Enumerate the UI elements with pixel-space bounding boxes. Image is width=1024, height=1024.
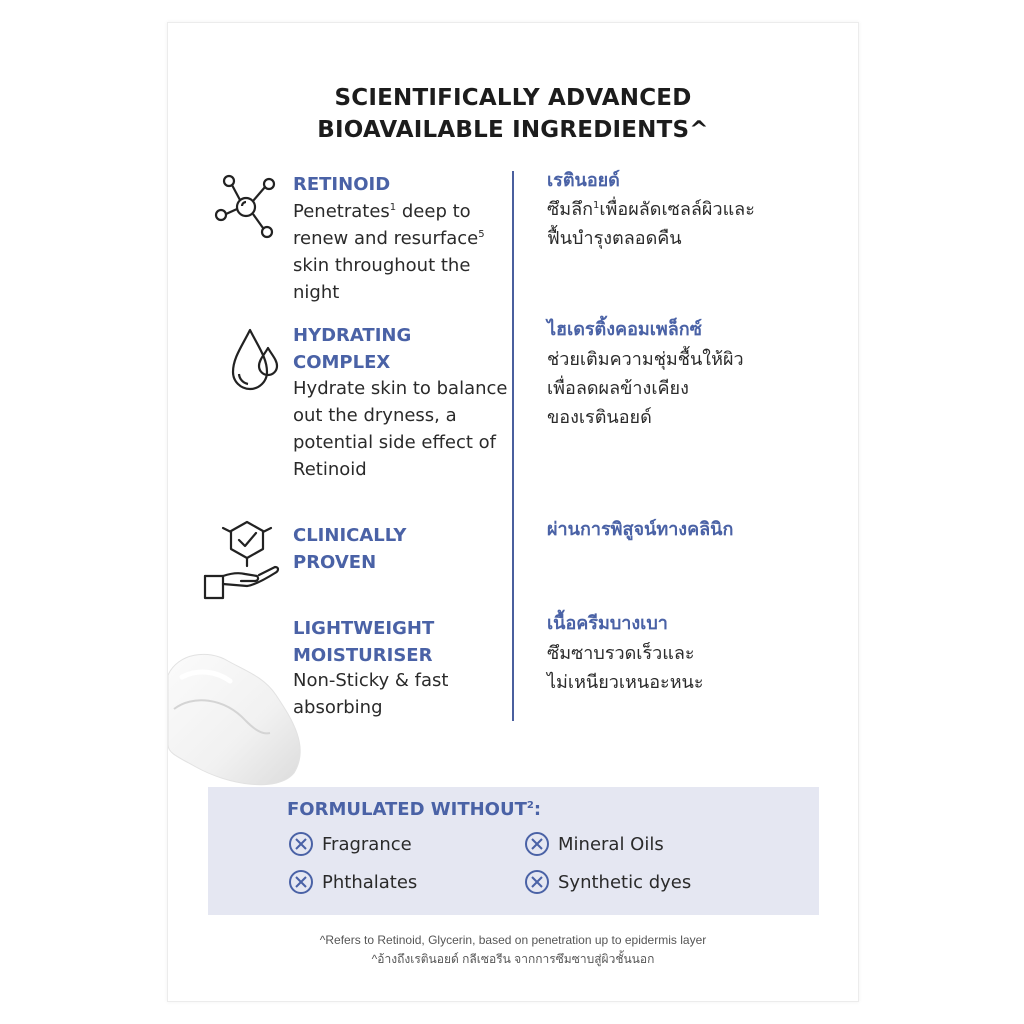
excluded-item-label: Synthetic dyes bbox=[558, 871, 692, 893]
excluded-item-label: Mineral Oils bbox=[558, 833, 664, 855]
headline-line-2: BIOAVAILABLE INGREDIENTS^ bbox=[317, 117, 709, 143]
clinically-proven-title: CLINICALLY PROVEN bbox=[293, 525, 407, 573]
footnote-thai: ^อ้างถึงเรตินอยด์ กลีเซอรีน จากการซึมซาบสู่ผิวชั้นนอก bbox=[371, 952, 655, 966]
excluded-item-label: Fragrance bbox=[322, 833, 412, 855]
cream-swatch bbox=[168, 635, 308, 795]
circle-x-icon bbox=[288, 869, 314, 895]
clinically-proven-thai-title: ผ่านการพิสูจน์ทางคลินิก bbox=[547, 519, 734, 540]
hydrating-complex-thai-description: ช่วยเติมความชุ่มชื้นให้ผิว เพื่อลดผลข้างเคียง ของเรตินอยด์ bbox=[547, 349, 744, 428]
excluded-item-synthetic-dyes bbox=[524, 869, 691, 895]
retinoid-title: RETINOID bbox=[293, 174, 391, 195]
circle-x-icon bbox=[524, 831, 550, 857]
excluded-item-mineral-oils bbox=[524, 831, 664, 857]
column-divider bbox=[512, 171, 514, 721]
formulated-without-panel bbox=[208, 787, 819, 915]
retinoid-thai-title: เรตินอยด์ bbox=[547, 170, 620, 191]
lightweight-moisturiser-description: Non-Sticky & fast absorbing bbox=[293, 670, 449, 718]
lightweight-moisturiser-title: LIGHTWEIGHT MOISTURISER bbox=[293, 618, 435, 666]
circle-x-icon bbox=[288, 831, 314, 857]
water-drops-icon bbox=[230, 326, 282, 396]
headline-line-1: SCIENTIFICALLY ADVANCED bbox=[334, 85, 692, 111]
formulated-without-title: FORMULATED WITHOUT$^2$: bbox=[287, 799, 542, 820]
hydrating-complex-title: HYDRATING COMPLEX bbox=[293, 325, 412, 373]
footnote-english: ^Refers to Retinoid, Glycerin, based on penetration up to epidermis layer bbox=[319, 933, 707, 947]
hydrating-complex-description: Hydrate skin to balance out the dryness, a potential side effect of Retinoid bbox=[293, 378, 508, 480]
excluded-item-fragrance bbox=[288, 831, 412, 857]
circle-x-icon bbox=[524, 869, 550, 895]
product-info-card bbox=[167, 22, 859, 1002]
lightweight-moisturiser-thai-description: ซึมซาบรวดเร็วและ ไม่เหนียวเหนอะหนะ bbox=[547, 643, 704, 693]
hand-hexagon-check-icon bbox=[203, 518, 283, 600]
lightweight-moisturiser-thai-title: เนื้อครีมบางเบา bbox=[547, 613, 668, 634]
molecule-icon bbox=[214, 173, 278, 239]
excluded-item-label: Phthalates bbox=[322, 871, 418, 893]
retinoid-thai-description: ซึมลึก$^1$เพื่อผลัดเซลล์ผิวและ ฟื้นบำรุงตลอดคืน bbox=[547, 199, 755, 249]
retinoid-description: Penetrates$^1$ deep to renew and resurface$^5$ skin throughout the night bbox=[293, 201, 485, 303]
hydrating-complex-thai-title: ไฮเดรติ้งคอมเพล็กซ์ bbox=[547, 319, 702, 340]
excluded-item-phthalates bbox=[288, 869, 417, 895]
